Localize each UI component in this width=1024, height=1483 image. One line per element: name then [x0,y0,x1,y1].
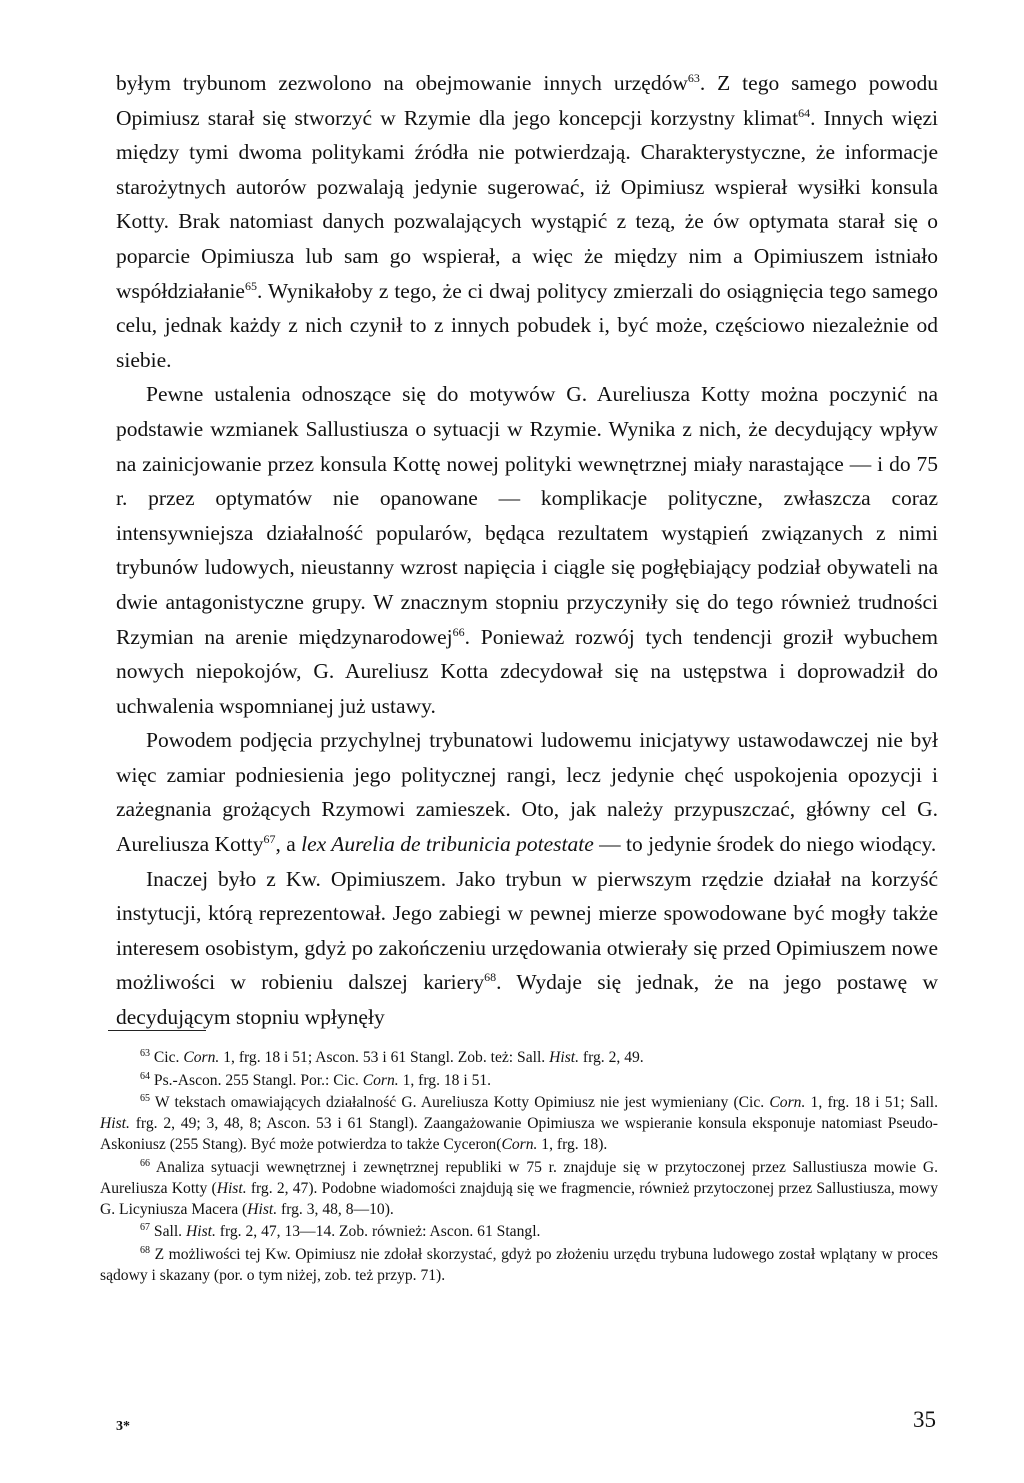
footnote-66: $^{66}$ Analiza sytuacji wewnętrznej i zewnętrznej republiki w 75 r. znajduje się w przytoczonej przez Sallustiusza mowie G. Aureliusza Kotty (Hist. frg. 2, 47). Podobne wiadomości znajdują się we fragmencie, również przytoczonej przez Sallustiusza, mowy G. Licyniusza Macera (Hist. frg. 3, 48, 8—10). [100,1157,938,1218]
footnote-separator [108,1030,206,1031]
footnote-68: $^{68}$ Z możliwości tej Kw. Opimiusz nie zdołał skorzystać, gdyż po złożeniu urzędu trybuna ludowego został wplątany w proces sądowy i skazany (por. o tym niżej, zob. też przyp. 71). [100,1244,938,1284]
paragraph-2: Pewne ustalenia odnoszące się do motywów G. Aureliusza Kotty można poczynić na podstawie wzmianek Sallustiusza o sytuacji w Rzymie. Wynika z nich, że decydujący wpływ na zainicjowanie przez konsula Kottę nowej polityki wewnętrznej miały narastające — i do 75 r. przez optymatów nie opanowane — komplikacje polityczne, zwłaszcza coraz intensywniejsza działalność popularów, będąca rezultatem wystąpień związanych z nimi trybunów ludowych, nieustanny wzrost napięcia i ciągle się pogłębiający podział obywateli na dwie antagonistyczne grupy. W znacznym stopniu przyczyniły się do tego również trudności Rzymian na arenie międzynarodowej$^{66}$. Ponieważ rozwój tych tendencji groził wybuchem nowych niepokojów, G. Aureliusz Kotta zdecydował się na ustępstwa i doprowadził do uchwalenia wspomnianej już ustawy. [116,382,938,718]
paragraph-1: byłym trybunom zezwolono na obejmowanie innych urzędów$^{63}$. Z tego samego powodu Opimiusz starał się stworzyć w Rzymie dla jego koncepcji korzystny klimat$^{64}$. Innych więzi między tymi dwoma politykami źródła nie potwierdzają. Charakterystyczne, że informacje starożytnych autorów pozwalają jedynie sugerować, iż Opimiusz wspierał wysiłki konsula Kotty. Brak natomiast danych pozwalających wystąpić z tezą, że ów optymata starał się o poparcie Opimiusza lub sam go wspierał, a więc że między nim a Opimiuszem istniało współdziałanie$^{65}$. Wynikałoby z tego, że ci dwaj politycy zmierzali do osiągnięcia tego samego celu, jednak każdy z nich czynił to z innych pobudek i, być może, częściowo niezależnie od siebie. [116,70,938,372]
printer-signature: 3* [116,1419,130,1434]
paragraph-3: Powodem podjęcia przychylnej trybunatowi ludowemu inicjatywy ustawodawczej nie był więc zamiar podniesienia jego politycznej rangi, lecz jedynie chęć uspokojenia opozycji i zażegnania grożących Rzymowi zamieszek. Oto, jak należy przypuszczać, główny cel G. Aureliusza Kotty$^{67}$, a lex Aurelia de tribunicia potestate — to jedynie środek do niego wiodący. [116,728,938,857]
paragraph-4: Inaczej było z Kw. Opimiuszem. Jako trybun w pierwszym rzędzie działał na korzyść instytucji, którą reprezentował. Jego zabiegi w pewnej mierze spowodowane być mogły także interesem osobistym, gdyż po zakończeniu urzędowania otwierały się przed Opimiuszem nowe możliwości w robieniu dalszej kariery$^{68}$. Wydaje się jednak, że na jego postawę w decydującym stopniu wpłynęły [116,866,938,1030]
footnote-65: $^{65}$ W tekstach omawiających działalność G. Aureliusza Kotty Opimiusz nie jest wymieniany (Cic. Corn. 1, frg. 18 i 51; Sall. Hist. frg. 2, 49; 3, 48, 8; Ascon. 53 i 61 Stangl). Zaangażowanie Opimiusza we wspieranie konsula eksponuje natomiast Pseudo-Askoniusz (255 Stang). Być może potwierdza to także Cyceron(Corn. 1, frg. 18). [100,1092,938,1153]
footnotes [100,1047,938,1287]
footnote-ref-64[interactable]: 64 [798,105,811,120]
main-text [116,66,938,1035]
footnote-67: $^{67}$ Sall. Hist. frg. 2, 47, 13—14. Zob. również: Ascon. 61 Stangl. [140,1221,541,1240]
footnote-ref-65[interactable]: 65 [244,278,257,293]
footnote-ref-63[interactable]: 63 [687,70,700,85]
italic-law-title: lex Aurelia de tribunicia potestate [301,832,594,857]
footnote-64: $^{64}$ Ps.-Ascon. 255 Stangl. Por.: Cic. Corn. 1, frg. 18 i 51. [140,1070,492,1089]
footnote-ref-68[interactable]: 68 [484,970,497,985]
footnote-ref-66[interactable]: 66 [452,624,465,639]
footnote-ref-67[interactable]: 67 [263,831,276,846]
page-number: 35 [913,1407,936,1432]
footnote-63: $^{63}$ Cic. Corn. 1, frg. 18 i 51; Ascon. 53 i 61 Stangl. Zob. też: Sall. Hist. frg. 2, 49. [140,1047,644,1066]
